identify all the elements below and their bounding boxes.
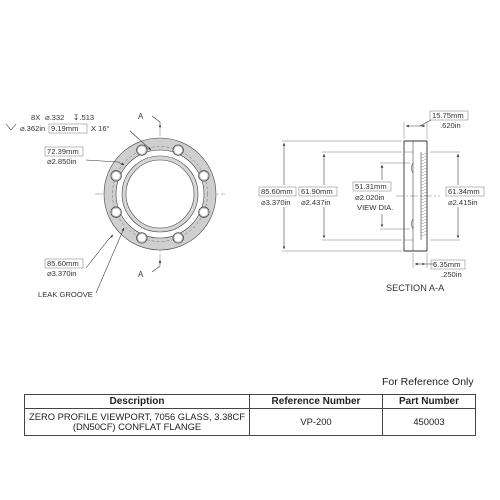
title-block-header-row <box>25 395 476 409</box>
description-cell <box>25 409 250 436</box>
title-block-value-row <box>25 409 476 436</box>
bolt-hole <box>199 171 209 181</box>
hatch-line <box>421 213 427 215</box>
outer-diameter-in: ⌀3.370in <box>47 269 77 278</box>
hatch-line <box>421 162 427 164</box>
hatch-line <box>421 225 427 227</box>
hatch-line <box>421 201 427 203</box>
hatch-line <box>421 219 427 221</box>
hole-diameter: ⌀.332 <box>45 113 65 122</box>
step-in: .250in <box>441 270 462 279</box>
hatch-line <box>421 216 427 218</box>
step-mm: 6.35mm <box>433 260 461 269</box>
bolt-hole <box>137 145 147 155</box>
hatch-line <box>421 168 427 170</box>
bolt-hole <box>111 171 121 181</box>
leak-groove-label: LEAK GROOVE <box>38 290 93 299</box>
glass-diameter-in: ⌀2.415in <box>448 198 478 207</box>
section-inner-mm: 61.90mm <box>301 187 333 196</box>
thickness-in: .620in <box>440 121 461 130</box>
hatch-line <box>421 174 427 176</box>
hole-callout <box>6 113 151 150</box>
reference-number-value: VP-200 <box>250 409 383 436</box>
countersink-diameter: ⌀.362in <box>20 124 46 133</box>
hatch-line <box>421 228 427 230</box>
outer-diameter-mm: 85.60mm <box>47 259 79 268</box>
section-outer-in: ⌀3.370in <box>261 198 291 207</box>
hole-depth: ↧.513 <box>73 113 95 122</box>
section-cut-line-bottom <box>152 266 160 272</box>
part-number-value: 450003 <box>383 409 476 436</box>
hatch-line <box>421 180 427 182</box>
section-title: SECTION A-A <box>386 283 445 293</box>
hatch-line <box>421 153 427 155</box>
thickness-leader <box>420 120 431 126</box>
hatch-line <box>421 186 427 188</box>
hatch-line <box>421 159 427 161</box>
hatch-line <box>421 171 427 173</box>
description-header: Description <box>25 395 250 409</box>
hatch-line <box>421 210 427 212</box>
hatch-line <box>421 231 427 233</box>
hatch-line <box>421 204 427 206</box>
viewport-glass <box>126 160 194 228</box>
hatch-line <box>421 222 427 224</box>
hatch-line <box>421 234 427 236</box>
bolt-hole <box>173 145 183 155</box>
hatch-line <box>421 198 427 200</box>
title-block <box>24 394 476 436</box>
bolt-hole <box>199 207 209 217</box>
section-inner-in: ⌀2.437in <box>301 198 331 207</box>
section-marker-bottom: A <box>138 270 144 279</box>
section-marker-top: A <box>138 112 144 121</box>
description-line-2: (DN50CF) CONFLAT FLANGE <box>72 421 202 432</box>
view-diameter-label: VIEW DIA. <box>357 203 394 212</box>
section-cut-line-top <box>152 116 160 122</box>
bolt-circle-dimension <box>45 147 124 166</box>
bolt-circle-mm: 72.39mm <box>47 147 79 156</box>
outer-diameter-dimension <box>45 235 113 278</box>
bolt-hole <box>137 233 147 243</box>
view-diameter-mm: 51.31mm <box>355 182 387 191</box>
hatch-line <box>421 177 427 179</box>
hatch-line <box>421 183 427 185</box>
hatch-line <box>421 207 427 209</box>
thickness-dimension <box>404 111 468 139</box>
front-view <box>6 112 225 299</box>
countersink-diameter-mm: 9.19mm <box>51 124 79 133</box>
hole-qty: 8X <box>31 113 41 122</box>
bolt-circle-in: ⌀2.850in <box>47 157 77 166</box>
hatch-line <box>421 189 427 191</box>
part-number-header: Part Number <box>383 395 476 409</box>
step-dimension <box>413 253 465 279</box>
hatch-line <box>421 165 427 167</box>
thickness-mm: 15.75mm <box>432 111 464 120</box>
bolt-hole <box>111 207 121 217</box>
glass-diameter-mm: 61.34mm <box>448 187 480 196</box>
countersink-icon <box>6 124 16 130</box>
section-outer-mm: 85.60mm <box>261 187 293 196</box>
hatch-line <box>421 192 427 194</box>
reference-number-header: Reference Number <box>250 395 383 409</box>
reference-note: For Reference Only <box>382 376 474 388</box>
description-line-1: ZERO PROFILE VIEWPORT, 7056 GLASS, 3.38CF <box>28 411 246 422</box>
countersink-angle: X 16° <box>91 124 110 133</box>
bolt-hole <box>173 233 183 243</box>
view-diameter-in: ⌀2.020in <box>355 193 385 202</box>
hatch-line <box>421 156 427 158</box>
section-view <box>259 111 488 293</box>
